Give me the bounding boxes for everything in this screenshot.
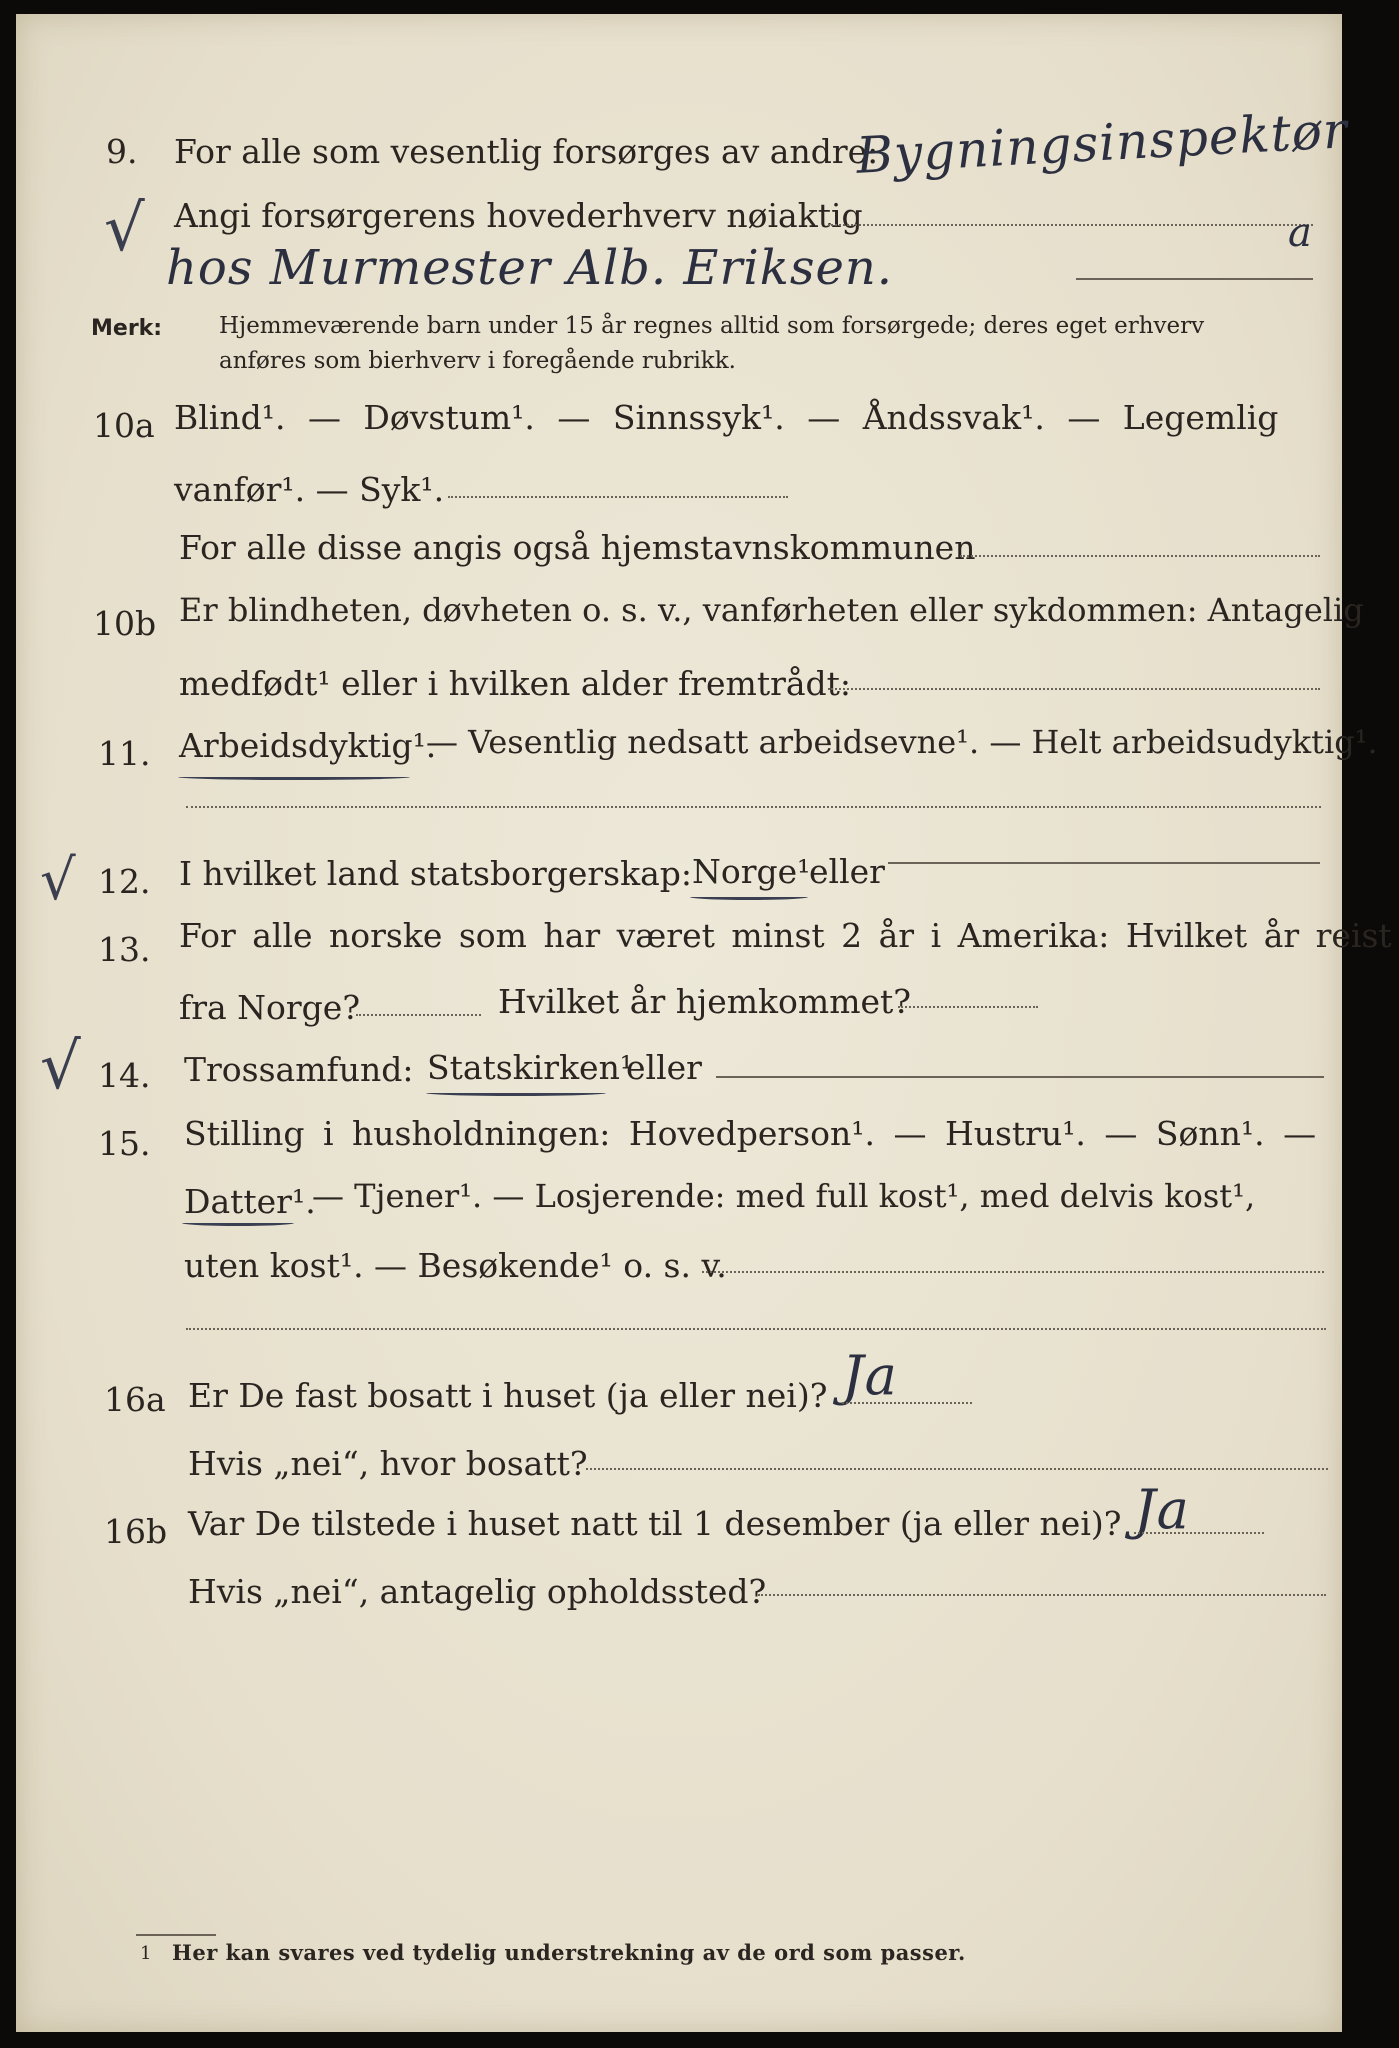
q12-opt-norge: Norge¹ — [692, 852, 811, 891]
q13-line2b: Hvilket år hjemkommet? — [498, 982, 911, 1021]
q10b-answer-line — [828, 686, 1320, 690]
q16a-answer: Ja — [842, 1344, 898, 1407]
q14-answer-line — [716, 1074, 1324, 1078]
q16a-answer-line — [842, 1400, 972, 1404]
q12-answer-line — [888, 860, 1320, 864]
q10b-line2: medfødt¹ eller i hvilken alder fremtrådt: — [179, 664, 852, 703]
q14-check-icon: √ — [40, 1030, 81, 1104]
q13-line1: For alle norske som har været minst 2 år i Amerika: Hvilket år reist — [179, 916, 1392, 955]
q9-handwritten-a: a — [1288, 210, 1313, 256]
q12-text: I hvilket land statsborgerskap: — [179, 854, 693, 893]
q15-answer-line — [702, 1269, 1324, 1273]
footnote-rule — [136, 1934, 216, 1936]
q9-answer-line-2 — [1076, 276, 1313, 280]
q10b-line1: Er blindheten, døvheten o. s. v., vanførheten eller sykdommen: Antagelig — [179, 591, 1364, 629]
q14-underline — [426, 1090, 606, 1096]
q15-line2-rest: — Tjener¹. — Losjerende: med full kost¹, med delvis kost¹, — [312, 1177, 1256, 1215]
q9-check-icon: √ — [104, 192, 145, 266]
q12-check-icon: √ — [40, 848, 76, 913]
q9-line1: For alle som vesentlig forsørges av andre: — [174, 132, 879, 171]
q15-underline — [182, 1220, 294, 1226]
q9-line2: Angi forsørgerens hovederhverv nøiaktig — [174, 196, 863, 235]
q15-line1: Stilling i husholdningen: Hovedperson¹. — Hustru¹. — Sønn¹. — — [184, 1114, 1317, 1153]
q9-number: 9. — [106, 132, 138, 171]
q12-tail: eller — [809, 852, 885, 891]
q16b-opholdssted-line — [758, 1592, 1326, 1596]
q12-number: 12. — [98, 862, 151, 901]
q13-line2a: fra Norge? — [179, 988, 361, 1027]
q13-number: 13. — [98, 930, 151, 969]
q14-text: Trossamfund: — [184, 1050, 414, 1089]
footnote-mark: 1 — [140, 1943, 152, 1964]
q10a-line1: Blind¹. — Døvstum¹. — Sinnssyk¹. — Åndssvak¹. — Legemlig — [174, 398, 1279, 437]
q16b-number: 16b — [104, 1512, 168, 1551]
merk-line2: anføres som bierhverv i foregående rubrikk. — [219, 348, 736, 374]
q16b-line2: Hvis „nei“, antagelig opholdssted? — [188, 1572, 767, 1611]
q10a-line3: For alle disse angis også hjemstavnskommunen — [179, 528, 976, 567]
q16b-answer-line — [1134, 1530, 1264, 1534]
q12-underline — [690, 894, 808, 900]
q9-handwritten-occupation: Bygningsinspektør — [854, 101, 1350, 185]
q11-rest: — Vesentlig nedsatt arbeidsevne¹. — Helt arbeidsudyktig¹. — [426, 723, 1378, 761]
q14-opt-statskirken: Statskirken¹ — [427, 1048, 634, 1087]
q11-number: 11. — [98, 734, 151, 773]
q11-underline — [178, 774, 410, 780]
q16a-bosatt-line — [586, 1466, 1328, 1470]
q15-answer-line-2 — [186, 1326, 1326, 1330]
q16b-answer: Ja — [1134, 1478, 1190, 1541]
q16b-line1: Var De tilstede i huset natt til 1 desember (ja eller nei)? — [188, 1504, 1122, 1543]
q11-answer-line — [186, 804, 1321, 808]
q14-tail: eller — [626, 1048, 702, 1087]
q10a-kommune-line — [960, 553, 1320, 557]
q10a-syk-line — [448, 494, 788, 498]
q13-reist-line — [356, 1012, 481, 1016]
q10a-number: 10a — [93, 406, 155, 445]
q14-number: 14. — [98, 1056, 151, 1095]
q16a-line2: Hvis „nei“, hvor bosatt? — [188, 1444, 588, 1483]
q11-opt-arbeidsdyktig: Arbeidsdyktig¹. — [179, 726, 437, 765]
q15-number: 15. — [98, 1124, 151, 1163]
footnote-text: Her kan svares ved tydelig understrekning av de ord som passer. — [172, 1940, 966, 1965]
q16a-number: 16a — [104, 1380, 166, 1419]
merk-label: Merk: — [91, 316, 163, 341]
q15-opt-datter: Datter¹. — [184, 1182, 316, 1221]
q9-answer-line — [828, 222, 1313, 226]
q10a-line2: vanfør¹. — Syk¹. — [174, 470, 445, 509]
q16a-line1: Er De fast bosatt i huset (ja eller nei)? — [188, 1376, 828, 1415]
q10b-number: 10b — [93, 604, 157, 643]
q9-handwritten-employer: hos Murmester Alb. Eriksen. — [166, 240, 894, 296]
q13-hjemkommet-line — [898, 1004, 1038, 1008]
merk-line1: Hjemmeværende barn under 15 år regnes alltid som forsørgede; deres eget erhverv — [219, 313, 1205, 339]
q15-line3: uten kost¹. — Besøkende¹ o. s. v. — [184, 1246, 727, 1285]
census-form-sheet — [16, 14, 1392, 2032]
